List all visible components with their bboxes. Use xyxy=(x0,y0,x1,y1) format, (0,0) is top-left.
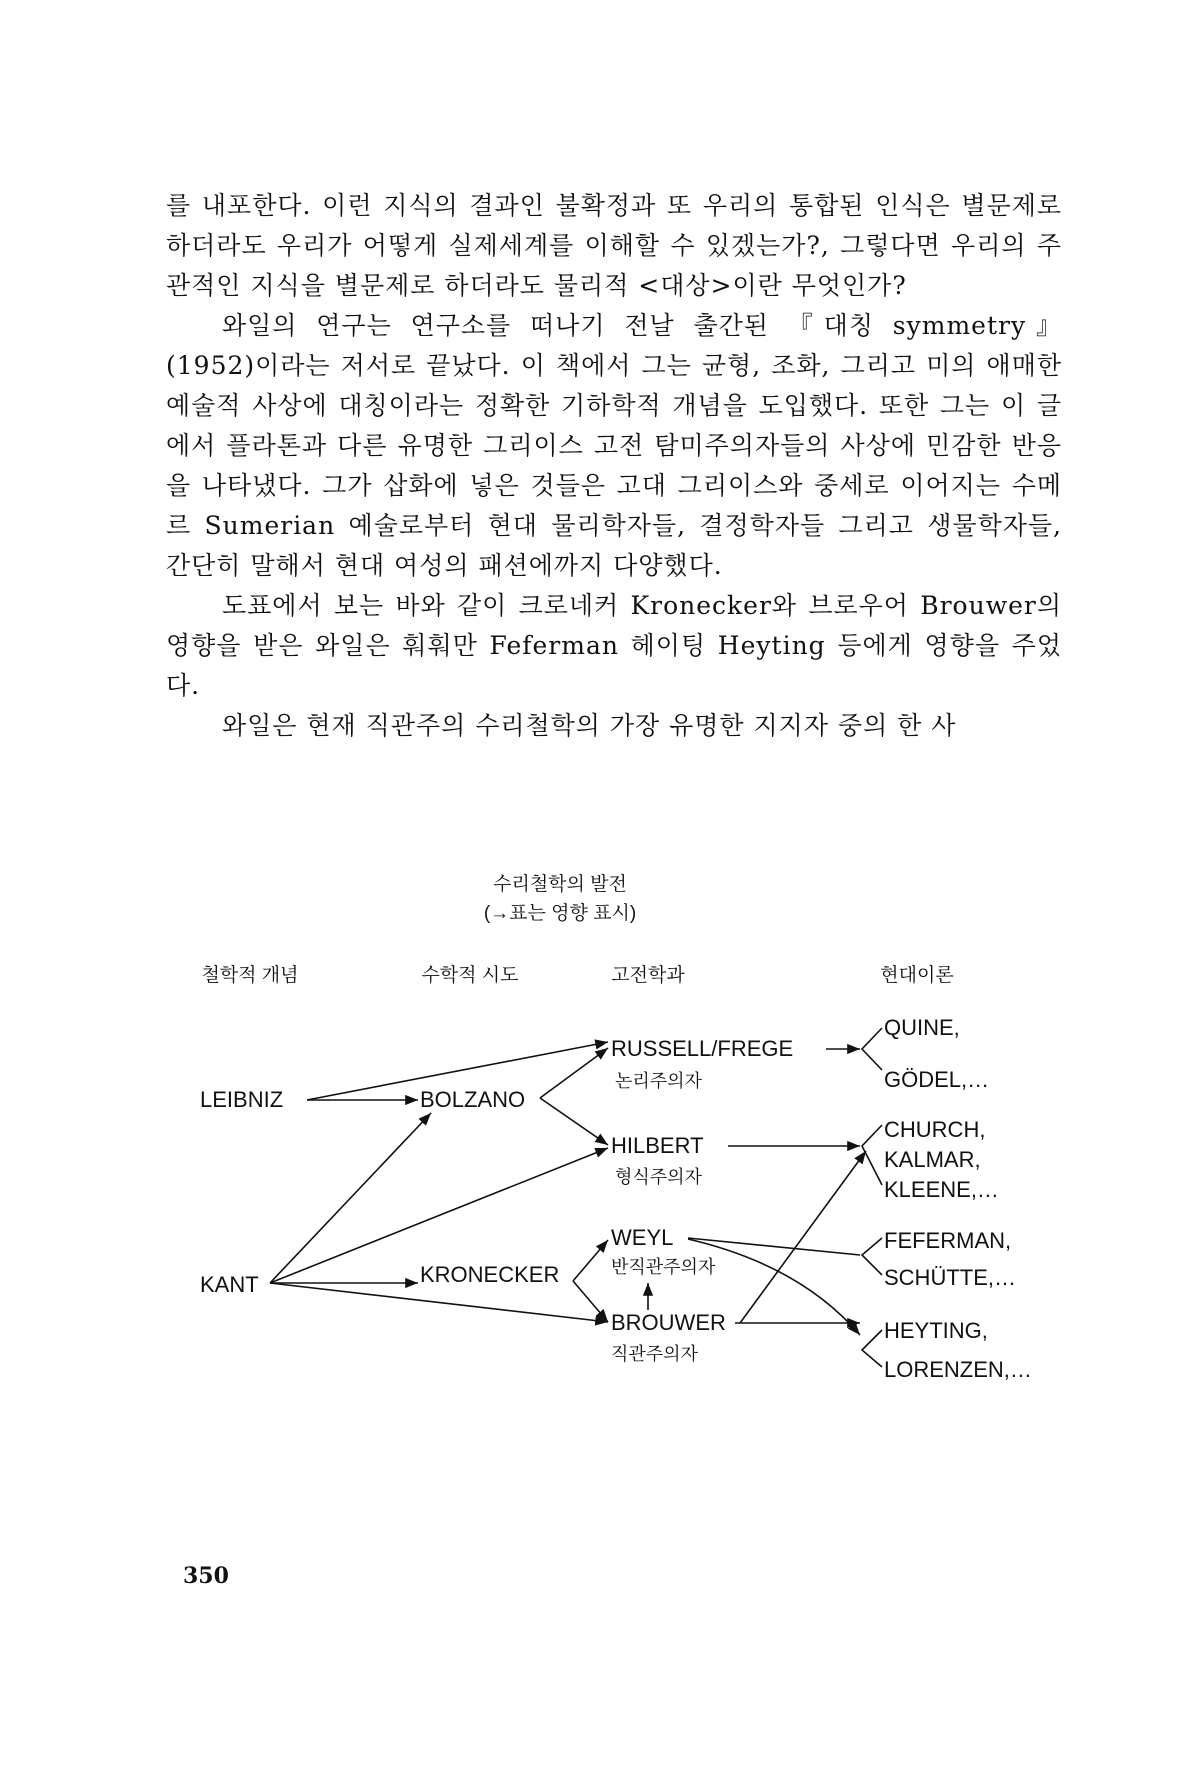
paragraph-3: 도표에서 보는 바와 같이 크로네커 Kronecker와 브로우어 Brouwer의 영향을 받은 와일은 훠훠만 Feferman 헤이팅 Heyting 등에게 영향을 주었다. xyxy=(166,591,1062,700)
paragraph-2: 와일의 연구는 연구소를 떠나기 전날 출간된 『대칭 symmetry』(1952)이라는 저서로 끝났다. 이 책에서 그는 균형, 조화, 그리고 미의 애매한 예술적 사상에 대칭이라는 정확한 기하학적 개념을 도입했다. 또한 그는 이 글에서 플라톤과 다른 유명한 그리이스 고전 탐미주의자들의 사상에 민감한 반응을 나타냈다. 그가 삽화에 넣은 것들은 고대 그리이스와 중세로 이어지는 수메르 Sumerian 예술로부터 현대 물리학자들, 결정학자들 그리고 생물학자들, 간단히 말해서 현대 여성의 패션에까지 다양했다. xyxy=(166,311,1062,580)
node-hilbert: HILBERT xyxy=(611,1133,704,1158)
node-kleene: KLEENE,… xyxy=(884,1177,999,1202)
column-header-modern: 현대이론 xyxy=(880,965,954,986)
node-bolzano: BOLZANO xyxy=(420,1087,526,1112)
diagram-title: 수리철학의 발전 xyxy=(493,874,627,895)
node-leibniz: LEIBNIZ xyxy=(200,1087,284,1112)
node-feferman: FEFERMAN, xyxy=(884,1228,1012,1253)
diagram-connectors xyxy=(270,1028,882,1367)
node-brouwer: BROUWER xyxy=(611,1310,726,1335)
node-church: CHURCH, xyxy=(884,1117,986,1142)
node-kronecker: KRONECKER xyxy=(420,1262,560,1287)
node-kalmar: KALMAR, xyxy=(884,1147,981,1172)
page-number: 350 xyxy=(183,1563,229,1589)
body-text xyxy=(166,186,1062,746)
column-header-math: 수학적 시도 xyxy=(421,965,519,986)
label-intuitionist: 직관주의자 xyxy=(611,1344,698,1364)
node-lorenzen: LORENZEN,… xyxy=(884,1357,1032,1382)
column-header-philosophy: 철학적 개념 xyxy=(201,965,299,986)
paragraph-4: 와일은 현재 직관주의 수리철학의 가장 유명한 지지자 중의 한 사 xyxy=(222,711,957,740)
node-godel: GÖDEL,… xyxy=(884,1067,990,1092)
node-russell-frege: RUSSELL/FREGE xyxy=(611,1036,794,1061)
label-formalist: 형식주의자 xyxy=(615,1167,702,1187)
node-heyting: HEYTING, xyxy=(884,1318,988,1343)
node-kant: KANT xyxy=(200,1272,259,1297)
label-semi-intuitionist: 반직관주의자 xyxy=(611,1257,716,1277)
column-header-classical: 고전학과 xyxy=(611,965,685,986)
paragraph-1: 를 내포한다. 이런 지식의 결과인 불확정과 또 우리의 통합된 인식은 별문제로 하더라도 우리가 어떻게 실제세계를 이해할 수 있겠는가?, 그렇다면 우리의 주관적인 지식을 별문제로 하더라도 물리적 <대상>이란 무엇인가? xyxy=(166,191,1062,300)
label-logicist: 논리주의자 xyxy=(615,1071,702,1091)
node-quine: QUINE, xyxy=(884,1015,960,1040)
influence-diagram xyxy=(0,855,1193,1415)
node-weyl: WEYL xyxy=(611,1225,674,1250)
diagram-svg xyxy=(0,855,1193,1415)
diagram-subtitle: (→표는 영향 표시) xyxy=(483,903,637,924)
node-schutte: SCHÜTTE,… xyxy=(884,1265,1016,1290)
